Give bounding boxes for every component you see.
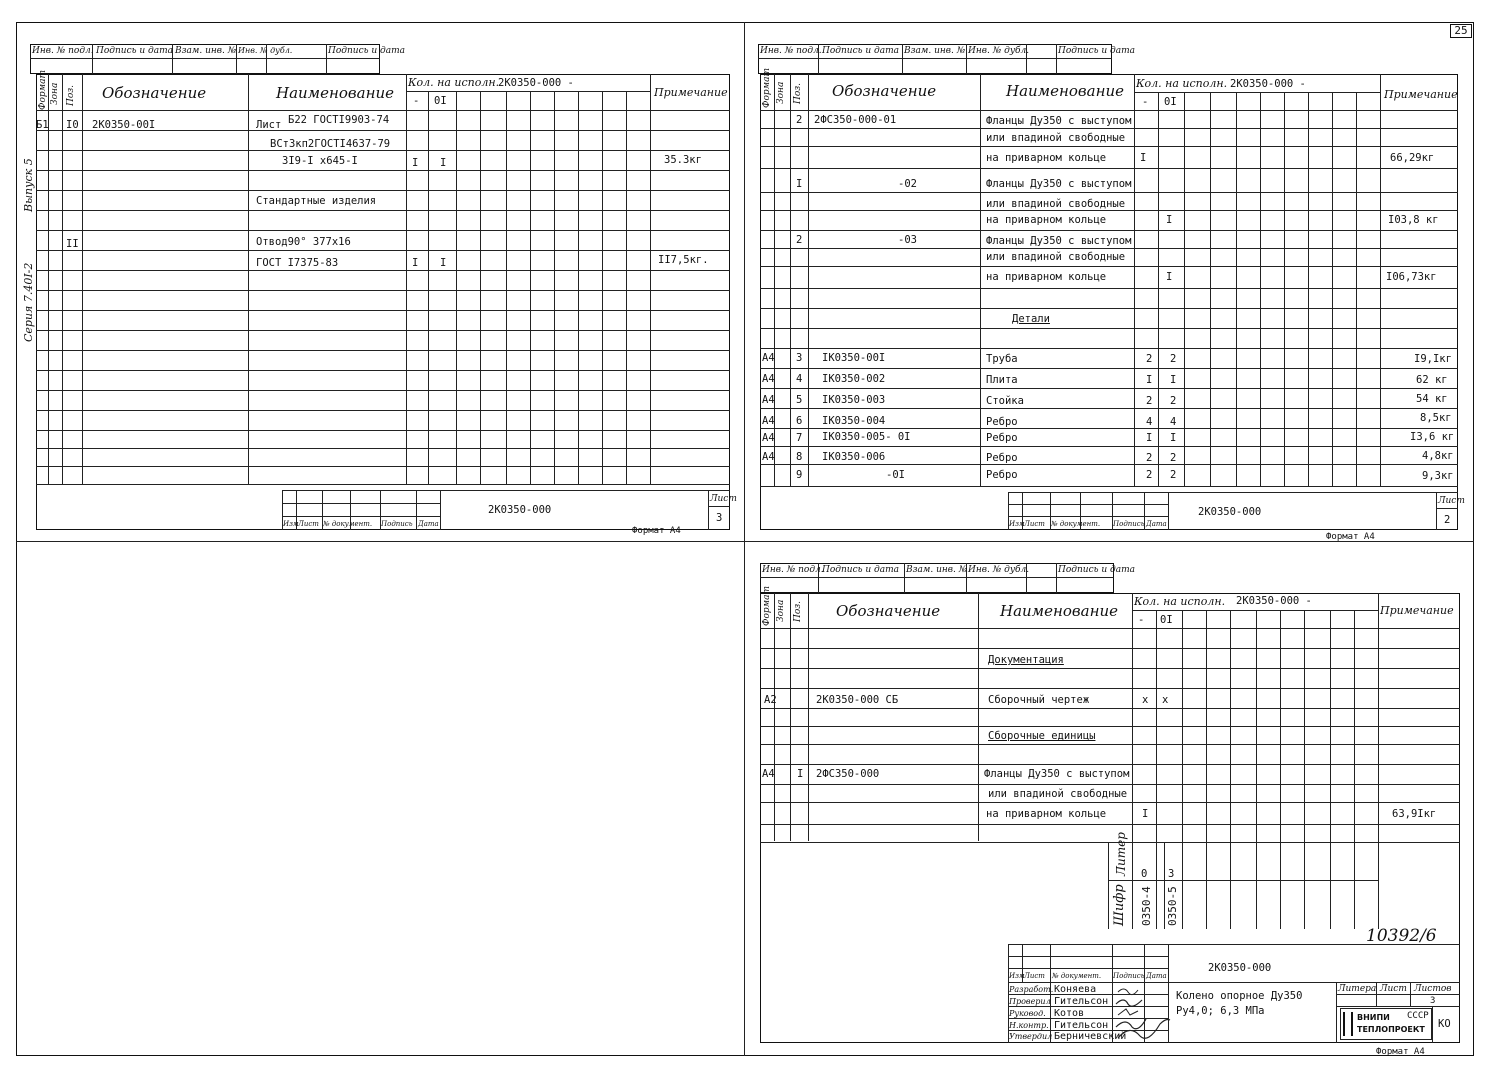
org-code: КО: [1438, 1018, 1451, 1030]
s2-tb-list: Лист: [1024, 520, 1045, 528]
s1-r4-name: Фланцы Ду350 с выступом: [984, 768, 1130, 780]
s3-r3-name: Стандартные изделия: [256, 195, 377, 207]
s3-tb-date: Дата: [418, 520, 439, 528]
header-zone: Зона: [50, 82, 60, 105]
s2-header-qty-col2: 0I: [1164, 96, 1177, 108]
s2-r11-pos: 3: [796, 352, 803, 364]
s2-header-format: Формат: [762, 67, 772, 108]
org-logo-mark-icon: [1343, 1012, 1353, 1036]
s2-stamp-cell-5: Подпись и дата: [1058, 46, 1135, 56]
s1-r6-note: 63,9Iкг: [1392, 808, 1437, 820]
s2-format: Формат А4: [1326, 532, 1375, 542]
s3-r1-des: 2К0350-00I: [92, 119, 156, 131]
s2-r10-name: Детали: [1012, 313, 1050, 325]
s3-sheet-code: 2К0350-000: [488, 504, 552, 516]
s2-r14-name: Ребро: [986, 416, 1018, 428]
issue-label: Выпуск 5: [22, 158, 35, 212]
s2-r13-note: 54 кг: [1416, 393, 1448, 405]
s2-r17-note: 9,3кг: [1422, 470, 1454, 482]
s2-r11-fmt: А4: [762, 352, 775, 364]
s2-r6-note: I03,8 кг: [1388, 214, 1439, 226]
s1-sheet-code: 2К0350-000: [1208, 962, 1272, 974]
s1-tb-date: Дата: [1146, 972, 1167, 980]
s2-r16-pos: 8: [796, 451, 803, 463]
litera-box-label: Литера: [1338, 984, 1377, 994]
s2-header-qty-col1: -: [1142, 96, 1149, 108]
s3-r4-name: Отвод90° 377x16: [256, 236, 351, 248]
s2-stamp-cell-1: Инв. № подл.: [760, 46, 822, 56]
s1-r2-q2: x: [1162, 694, 1169, 706]
s2-r2-name: или впадиной свободные: [986, 132, 1126, 144]
s2-r4-pos: I: [796, 178, 803, 190]
role-3-name: Котов: [1054, 1008, 1085, 1019]
s3-r5-name: ГОСТ I7375-83: [256, 257, 339, 269]
s2-r16-des: IК0350-006: [822, 451, 886, 463]
s2-r14-q2: 4: [1170, 416, 1177, 428]
s1-r4-des: 2ФС350-000: [816, 768, 880, 780]
s2-tb-izm: Изм: [1009, 520, 1025, 528]
s2-header-qty-code: 2К0350-000 -: [1230, 78, 1306, 90]
s3-tb-sign: Подпись: [381, 520, 413, 528]
s2-r6-name: на приварном кольце: [986, 214, 1107, 226]
s1-r5-name: или впадиной свободные: [988, 788, 1128, 800]
s2-header-qty: Кол. на исполн.: [1136, 77, 1228, 90]
s2-r13-pos: 5: [796, 394, 803, 406]
s2-sheet-no: 2: [1444, 514, 1451, 526]
s2-r13-name: Стойка: [986, 395, 1024, 407]
s2-r17-pos: 9: [796, 469, 803, 481]
s2-r12-pos: 4: [796, 373, 803, 385]
sheets-total: 3: [1430, 996, 1436, 1006]
s3-r2-name: ВСт3кп2ГОСТI4637-79: [270, 138, 391, 150]
vertical-divider: [744, 22, 745, 1056]
s2-r4-name: Фланцы Ду350 с выступом: [986, 178, 1132, 190]
s2-r1-name: Фланцы Ду350 с выступом: [986, 115, 1132, 127]
s1-header-format: Формат: [762, 585, 772, 626]
drawing-subtitle: Ру4,0; 6,3 МПа: [1176, 1005, 1265, 1017]
s2-r4-des: -02: [898, 178, 917, 190]
s2-r7-name: Фланцы Ду350 с выступом: [986, 235, 1132, 247]
s3-tb-doc: № документ.: [323, 520, 373, 528]
s2-r16-q1: 2: [1146, 452, 1153, 464]
s2-r13-fmt: А4: [762, 394, 775, 406]
role-3-label: Руковод.: [1009, 1009, 1046, 1018]
s1-shifr-code-1: 0350-4: [1140, 886, 1153, 926]
s2-r14-pos: 6: [796, 415, 803, 427]
s3-format: Формат А4: [632, 526, 681, 536]
role-1-label: Разработ.: [1009, 985, 1054, 994]
s2-r17-q1: 2: [1146, 469, 1153, 481]
header-note: Примечание: [654, 86, 728, 99]
s2-r15-note: I3,6 кг: [1410, 431, 1455, 443]
drawing-title: Колено опорное Ду350: [1176, 990, 1303, 1002]
s1-tb-doc: № документ.: [1052, 972, 1102, 980]
s1-r2-des: 2К0350-000 СБ: [816, 694, 899, 706]
s3-r1-pos: I0: [66, 119, 79, 131]
horizontal-divider: [16, 541, 1474, 542]
header-qty-col2: 0I: [434, 95, 447, 107]
s2-r7-pos: 2: [796, 234, 803, 246]
s1-stamp-cell-3: Взам. инв. №: [906, 565, 968, 575]
s1-header-note: Примечание: [1380, 604, 1454, 617]
s3-r2-q2: I: [440, 157, 447, 169]
s2-r8-name: или впадиной свободные: [986, 251, 1126, 263]
role-5-name: Берничевский: [1054, 1031, 1127, 1042]
s2-stamp-cell-4: Инв. № дубл.: [968, 46, 1030, 56]
s2-r9-note: I06,73кг: [1386, 271, 1437, 283]
role-2-label: Проверил: [1009, 997, 1051, 1006]
s2-r9-name: на приварном кольце: [986, 271, 1107, 283]
s2-r15-fmt: А4: [762, 432, 775, 444]
s3-r1-name: Лист: [256, 119, 282, 131]
s2-r12-fmt: А4: [762, 373, 775, 385]
s2-r3-q1: I: [1140, 152, 1147, 164]
s1-r2-name: Сборочный чертеж: [988, 694, 1090, 706]
s3-r2-note: 35.3кг: [664, 154, 702, 166]
s2-r14-q1: 4: [1146, 416, 1153, 428]
s2-stamp-cell-2: Подпись и дата: [822, 46, 899, 56]
s1-header-designation: Обозначение: [836, 602, 941, 620]
s3-sheet-label: Лист: [710, 494, 737, 504]
s1-r2-fmt: А2: [764, 694, 777, 706]
header-qty: Кол. на исполн.: [408, 76, 500, 89]
s1-header-zone: Зона: [776, 599, 786, 622]
s2-r17-name: Ребро: [986, 469, 1018, 481]
s2-tb-sign: Подпись: [1113, 520, 1145, 528]
s2-r13-q2: 2: [1170, 395, 1177, 407]
s1-shifr-label: Шифр: [1112, 884, 1127, 926]
s1-tb-izm: Изм: [1009, 972, 1025, 980]
s2-r15-q1: I: [1146, 432, 1153, 444]
s2-r15-des: IК0350-005- 0I: [822, 431, 911, 443]
s3-r5-q1: I: [412, 257, 419, 269]
s2-r5-name: или впадиной свободные: [986, 198, 1126, 210]
s1-tb-list: Лист: [1024, 972, 1045, 980]
s2-r12-name: Плита: [986, 374, 1018, 386]
s2-r11-name: Труба: [986, 353, 1018, 365]
s1-shifr-value-1: 0: [1141, 868, 1148, 880]
role-1-name: Коняева: [1054, 984, 1097, 995]
header-pos: Поз.: [66, 84, 76, 106]
stamp-cell-4: Инв. № дубл.: [238, 46, 293, 55]
s1-stamp-cell-2: Подпись и дата: [822, 565, 899, 575]
s3-r2-q1: I: [412, 157, 419, 169]
s1-r4-pos: I: [797, 768, 804, 780]
s1-litera-label: Литер: [1114, 832, 1128, 876]
archive-number: 10392/6: [1366, 926, 1437, 946]
s1-shifr-code-2: 0350-5: [1166, 886, 1179, 926]
s2-r11-des: IК0350-00I: [822, 352, 886, 364]
series-label: Серия 7.40I-2: [22, 262, 35, 342]
s1-r1-name: Документация: [988, 654, 1064, 666]
s2-r15-pos: 7: [796, 432, 803, 444]
role-4-label: Н.контр.: [1009, 1021, 1049, 1030]
s1-header-qty-col1: -: [1138, 614, 1145, 626]
role-5-label: Утвердил: [1009, 1032, 1053, 1041]
s2-r6-q2: I: [1166, 214, 1173, 226]
s1-r4-fmt: А4: [762, 768, 775, 780]
header-name: Наименование: [276, 84, 395, 102]
header-qty-col1: -: [413, 95, 420, 107]
s1-r6-name: на приварном кольце: [986, 808, 1107, 820]
s1-r6-q1: I: [1142, 808, 1149, 820]
page-number: 25: [1454, 24, 1468, 37]
s1-format: Формат А4: [1376, 1047, 1425, 1057]
s2-r11-note: I9,Iкг: [1414, 353, 1452, 365]
org-name: ВНИПИ ТЕПЛОПРОЕКТ: [1357, 1013, 1425, 1034]
s2-header-note: Примечание: [1384, 88, 1458, 101]
s2-header-zone: Зона: [776, 81, 786, 104]
s3-r5-q2: I: [440, 257, 447, 269]
s2-r3-note: 66,29кг: [1390, 152, 1435, 164]
s2-r14-fmt: А4: [762, 415, 775, 427]
s2-r17-des: -0I: [886, 469, 905, 481]
s2-r14-note: 8,5кг: [1420, 412, 1452, 424]
s2-r12-des: IК0350-002: [822, 373, 886, 385]
s3-r4-pos: II: [66, 238, 79, 250]
s2-r17-q2: 2: [1170, 469, 1177, 481]
s3-r5-note: II7,5кг.: [658, 254, 709, 266]
s2-r16-fmt: А4: [762, 451, 775, 463]
s2-r13-des: IК0350-003: [822, 394, 886, 406]
s3-tb-list: Лист: [298, 520, 319, 528]
s2-header-pos: Поз.: [793, 82, 803, 104]
s2-r15-name: Ребро: [986, 432, 1018, 444]
s1-tb-sign: Подпись: [1113, 972, 1145, 980]
stamp-cell-2: Подпись и дата: [96, 46, 173, 56]
signature-scribbles: [1112, 984, 1178, 1042]
s2-tb-date: Дата: [1146, 520, 1167, 528]
header-qty-code: 2К0350-000 -: [498, 77, 574, 89]
header-designation: Обозначение: [102, 84, 207, 102]
s2-r7-des: -03: [898, 234, 917, 246]
stamp-cell-1: Инв. № подл.: [32, 46, 94, 56]
s1-header-qty: Кол. на исполн.: [1134, 595, 1226, 608]
s2-r16-name: Ребро: [986, 452, 1018, 464]
s2-tb-doc: № документ.: [1051, 520, 1101, 528]
header-format: Формат: [38, 69, 48, 110]
page-number-box: [1450, 24, 1472, 38]
s2-r15-q2: I: [1170, 432, 1177, 444]
s2-r12-note: 62 кг: [1416, 374, 1448, 386]
s2-r16-q2: 2: [1170, 452, 1177, 464]
s3-r1-fmt: Б1: [36, 119, 49, 131]
sheet-1-table: [760, 593, 1460, 1043]
s2-r1-des: 2ФС350-000-01: [814, 114, 897, 126]
s2-stamp-cell-3: Взам. инв. №: [904, 46, 966, 56]
s2-r11-q2: 2: [1170, 353, 1177, 365]
s2-r9-q2: I: [1166, 271, 1173, 283]
role-4-name: Гительсон: [1054, 1020, 1109, 1031]
s1-header-qty-col2: 0I: [1160, 614, 1173, 626]
s3-sheet-no: 3: [716, 512, 723, 524]
s3-r2-name-b: 3I9-I x645-I: [282, 155, 358, 167]
s3-r1-name2: Б22 ГОСТI9903-74: [288, 114, 390, 126]
s2-sheet-label: Лист: [1438, 496, 1465, 506]
s2-header-name: Наименование: [1006, 82, 1125, 100]
s2-r12-q2: I: [1170, 374, 1177, 386]
s2-header-designation: Обозначение: [832, 82, 937, 100]
s2-r14-des: IК0350-004: [822, 415, 886, 427]
org-country: СССР: [1407, 1011, 1429, 1021]
listov-box-label: Листов: [1414, 984, 1452, 994]
s1-stamp-cell-5: Подпись и дата: [1058, 565, 1135, 575]
s2-r12-q1: I: [1146, 374, 1153, 386]
s1-shifr-value-2: 3: [1168, 868, 1175, 880]
s2-r1-pos: 2: [796, 114, 803, 126]
s2-r13-q1: 2: [1146, 395, 1153, 407]
s2-r16-note: 4,8кг: [1422, 450, 1454, 462]
s1-header-qty-code: 2К0350-000 -: [1236, 595, 1312, 607]
list-box-label: Лист: [1380, 984, 1407, 994]
s1-r2-q1: x: [1142, 694, 1149, 706]
stamp-cell-3: Взам. инв. №: [175, 46, 237, 56]
org-logo: [1340, 1008, 1432, 1040]
s1-stamp-cell-4: Инв. № дубл.: [968, 565, 1030, 575]
s2-r3-name: на приварном кольце: [986, 152, 1107, 164]
role-2-name: Гительсон: [1054, 996, 1109, 1007]
s1-stamp-cell-1: Инв. № подл.: [762, 565, 824, 575]
stamp-cell-5: Подпись и дата: [328, 46, 405, 56]
s3-tb-izm: Изм: [283, 520, 299, 528]
s1-header-pos: Поз.: [793, 600, 803, 622]
s2-sheet-code: 2К0350-000: [1198, 506, 1262, 518]
s1-r3-name: Сборочные единицы: [988, 730, 1096, 742]
s2-r11-q1: 2: [1146, 353, 1153, 365]
s1-header-name: Наименование: [1000, 602, 1119, 620]
